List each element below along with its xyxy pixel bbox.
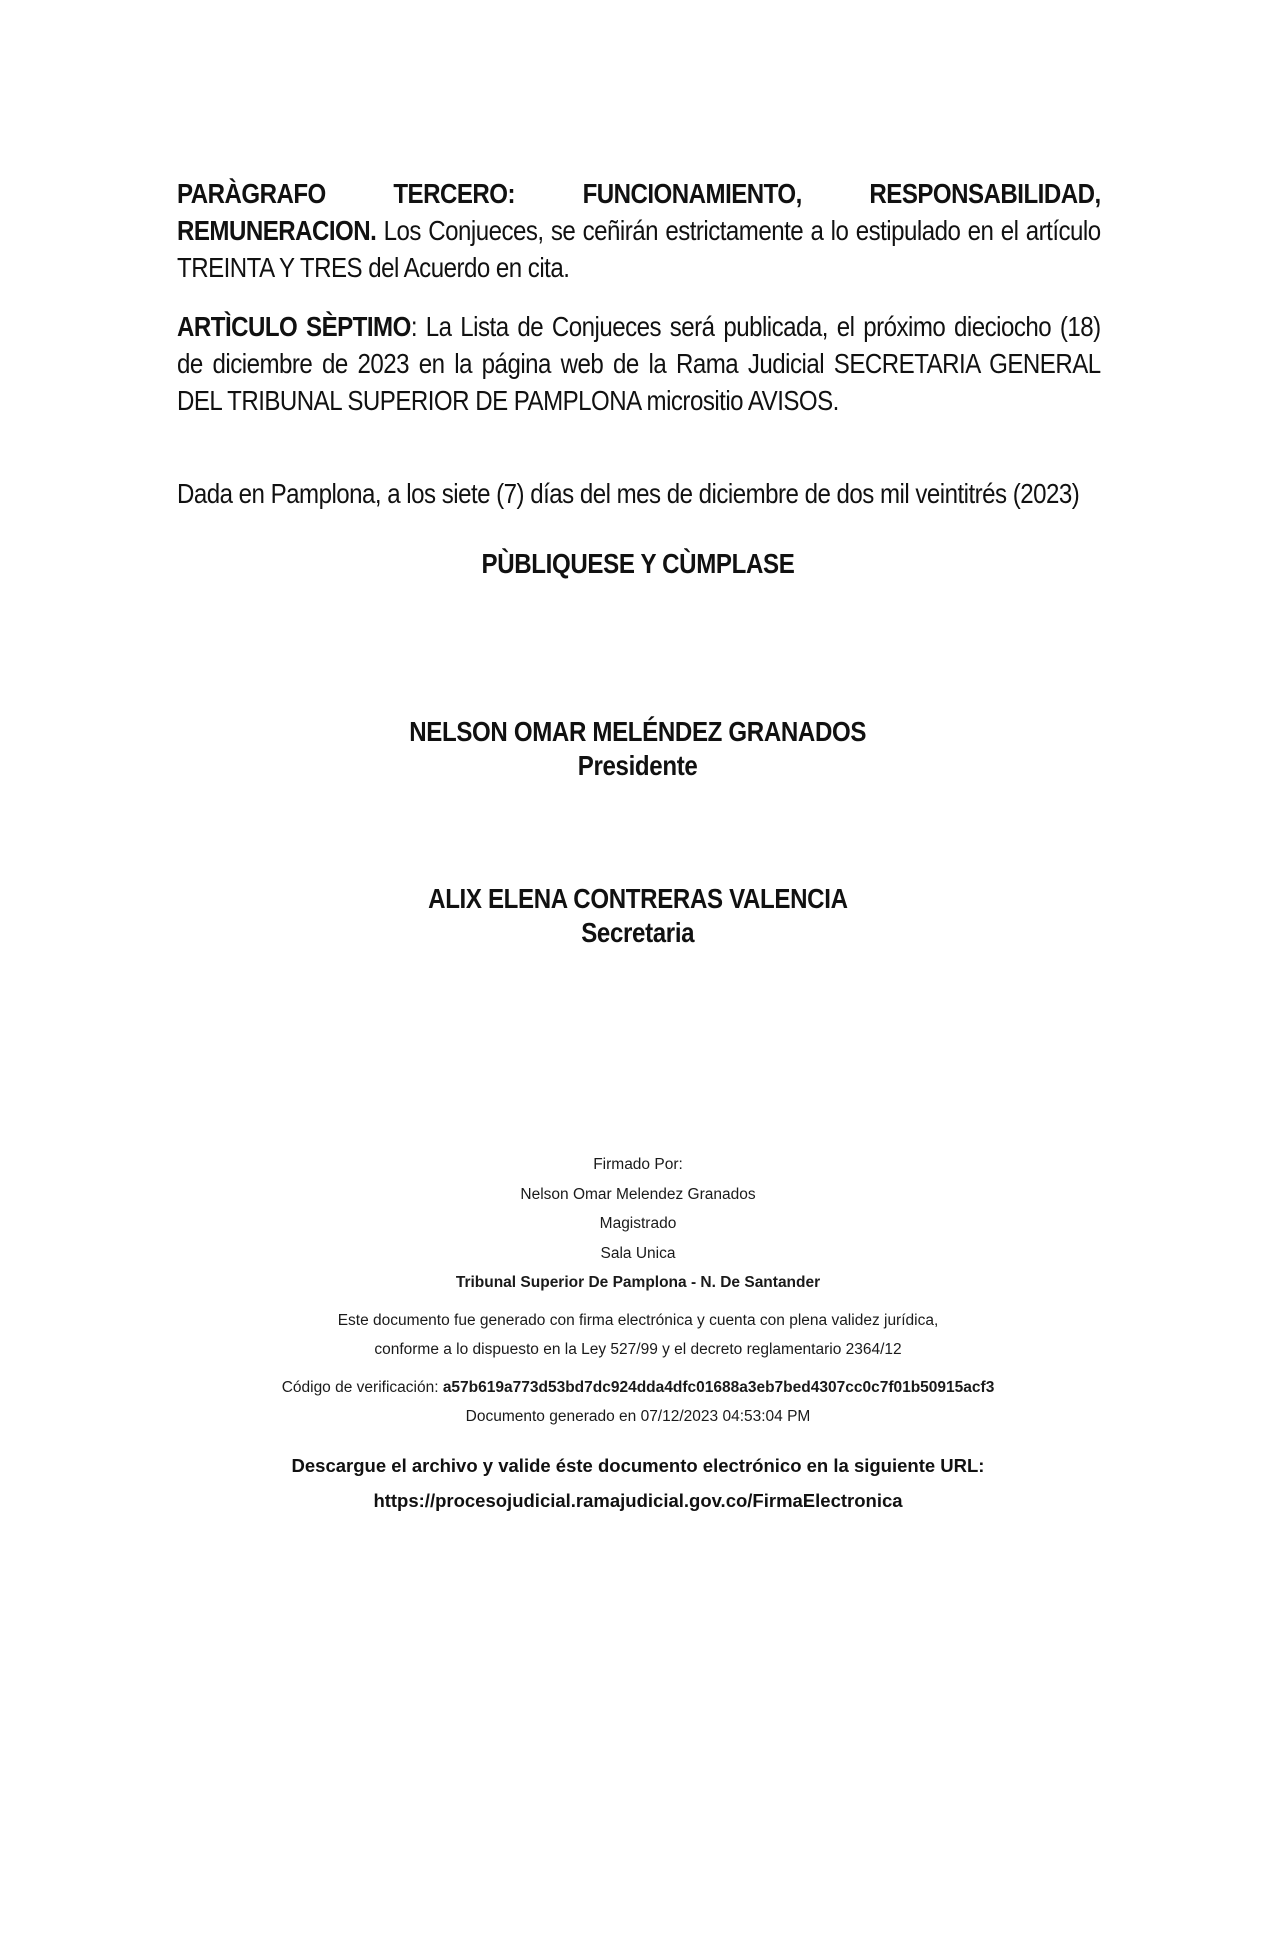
closing-text: PÙBLIQUESE Y CÙMPLASE xyxy=(481,548,795,579)
verification-label: Código de verificación: xyxy=(281,1378,443,1396)
spacer xyxy=(0,1365,1276,1373)
signatory-1-role xyxy=(0,749,1276,783)
verification-line xyxy=(0,1373,1276,1403)
signatory-2-name xyxy=(0,882,1276,916)
generated-on: Documento generado en 07/12/2023 04:53:04 PM xyxy=(465,1408,811,1425)
signatory-2-name-text: ALIX ELENA CONTRERAS VALENCIA xyxy=(428,883,848,914)
paragraph-1-heading: PARÀGRAFO TERCERO: FUNCIONAMIENTO, RESPONSABILIDAD, REMUNERACION. xyxy=(177,178,1101,246)
electronic-signature-block xyxy=(0,1150,1276,1518)
paragraph-2-text: : La Lista de Conjueces será publicada, el próximo dieciocho (18) de diciembre de 2023 en la página web de la Rama Judicial SECRETARIA GENERAL DEL TRIBUNAL SUPERIOR DE PAMPLONA micrositio AVISOS. xyxy=(177,311,1101,416)
signed-by-label: Firmado Por: xyxy=(593,1156,683,1173)
closing-statement xyxy=(0,547,1276,581)
verification-code: a57b619a773d53bd7dc924dda4dfc01688a3eb7bed4307cc0c7f01b50915acf3 xyxy=(442,1378,995,1396)
signatory-1-name xyxy=(0,715,1276,749)
signatory-2-role xyxy=(0,916,1276,950)
validity-line-1: Este documento fue generado con firma electrónica y cuenta con plena validez jurídica, xyxy=(337,1311,939,1329)
paragraph-paragrafo-tercero xyxy=(177,175,1101,286)
signatory-1-name-text: NELSON OMAR MELÉNDEZ GRANADOS xyxy=(409,716,867,747)
download-instruction: Descargue el archivo y valide éste documento electrónico en la siguiente URL: xyxy=(291,1454,985,1476)
spacer xyxy=(0,1432,1276,1448)
paragraph-1-text: Los Conjueces, se ceñirán estrictamente a lo estipulado en el artículo TREINTA Y TRES del Acuerdo en cita. xyxy=(177,215,1101,283)
validity-line-2: conforme a lo dispuesto en la Ley 527/99 y el decreto reglamentario 2364/12 xyxy=(374,1341,902,1358)
signer-unit: Sala Unica xyxy=(600,1244,676,1262)
paragraph-2-heading: ARTÌCULO SÈPTIMO xyxy=(177,311,411,342)
signer-court: Tribunal Superior De Pamplona - N. De Santander xyxy=(455,1274,821,1291)
signatory-2-role-text: Secretaria xyxy=(581,917,695,948)
paragraph-articulo-septimo xyxy=(177,308,1101,419)
signer-title: Magistrado xyxy=(599,1215,677,1232)
signatory-1-role-text: Presidente xyxy=(578,750,698,781)
dated-line xyxy=(177,475,1101,512)
dated-line-text: Dada en Pamplona, a los siete (7) días del mes de diciembre de dos mil veintitrés (2023) xyxy=(177,478,1080,509)
signer-name: Nelson Omar Melendez Granados xyxy=(520,1185,756,1203)
download-url-link[interactable]: https://procesojudicial.ramajudicial.gov.co/FirmaElectronica xyxy=(373,1489,903,1511)
spacer xyxy=(0,1298,1276,1306)
